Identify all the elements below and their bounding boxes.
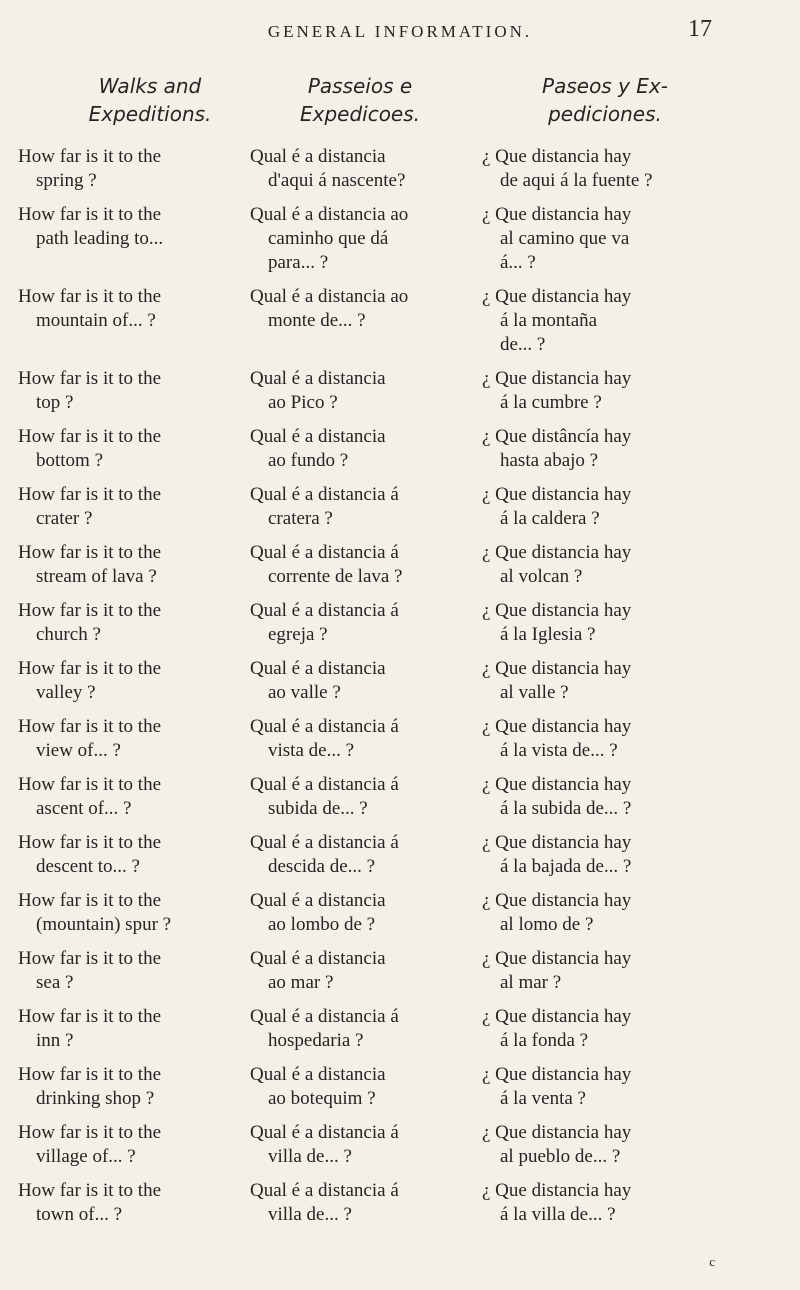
english-phrase-line: How far is it to the <box>18 600 162 621</box>
spanish-phrase-line: á la montaña <box>500 310 598 331</box>
english-phrase-line: How far is it to the <box>18 948 162 969</box>
portuguese-phrase-line: Qual é a distancia ao <box>250 204 409 225</box>
spanish-phrase-line: ¿ Que distancia hay <box>482 600 632 621</box>
portuguese-phrase-line: ao valle ? <box>268 682 341 703</box>
english-phrase-line: spring ? <box>36 170 97 191</box>
spanish-phrase-line: al lomo de ? <box>500 914 594 935</box>
english-phrase <box>18 541 240 589</box>
english-phrase-line: How far is it to the <box>18 368 162 389</box>
portuguese-phrase-line: Qual é a distancia á <box>250 832 399 853</box>
spanish-phrase <box>482 1005 718 1053</box>
portuguese-phrase-line: Qual é a distancia á <box>250 1006 399 1027</box>
portuguese-phrase-line: vista de... ? <box>268 740 355 761</box>
spanish-phrase <box>482 599 718 647</box>
english-phrase <box>18 1005 240 1053</box>
english-phrase <box>18 1179 240 1227</box>
portuguese-phrase <box>250 889 478 937</box>
spanish-phrase-line: al camino que va <box>500 228 630 249</box>
portuguese-phrase-line: monte de... ? <box>268 310 366 331</box>
portuguese-phrase <box>250 541 478 589</box>
spanish-phrase <box>482 285 718 357</box>
spanish-phrase-line: ¿ Que distancia hay <box>482 832 632 853</box>
english-phrase <box>18 773 240 821</box>
spanish-phrase <box>482 1179 718 1227</box>
spanish-phrase-line: á la caldera ? <box>500 508 600 529</box>
portuguese-phrase-line: caminho que dá <box>268 228 389 249</box>
spanish-phrase-line: á la subida de... ? <box>500 798 632 819</box>
english-column-heading <box>60 72 240 128</box>
portuguese-phrase <box>250 1121 478 1169</box>
portuguese-heading-line-1: Passeios e <box>307 74 413 98</box>
portuguese-phrase-line: Qual é a distancia ao <box>250 286 409 307</box>
english-phrase-line: How far is it to the <box>18 716 162 737</box>
portuguese-phrase-line: Qual é a distancia á <box>250 484 399 505</box>
portuguese-phrase-line: Qual é a distancia <box>250 890 386 911</box>
spanish-phrase-line: á la venta ? <box>500 1088 586 1109</box>
english-phrase-line: How far is it to the <box>18 204 162 225</box>
spanish-phrase-line: á la villa de... ? <box>500 1204 616 1225</box>
portuguese-phrase <box>250 715 478 763</box>
english-phrase-line: church ? <box>36 624 101 645</box>
english-phrase-line: How far is it to the <box>18 426 162 447</box>
spanish-phrase-line: ¿ Que distancia hay <box>482 204 632 225</box>
english-phrase-line: How far is it to the <box>18 890 162 911</box>
english-phrase <box>18 367 240 415</box>
spanish-phrase-line: á la fonda ? <box>500 1030 589 1051</box>
signature-mark: c <box>709 1254 715 1269</box>
english-phrase-line: How far is it to the <box>18 658 162 679</box>
spanish-phrase-line: de... ? <box>500 334 546 355</box>
portuguese-phrase-line: Qual é a distancia <box>250 948 386 969</box>
english-phrase-line: How far is it to the <box>18 1180 162 1201</box>
spanish-phrase <box>482 1121 718 1169</box>
english-phrase-line: valley ? <box>36 682 96 703</box>
portuguese-phrase-line: para... ? <box>268 252 329 273</box>
spanish-phrase <box>482 1063 718 1111</box>
portuguese-phrase-line: villa de... ? <box>268 1146 352 1167</box>
spanish-phrase-line: ¿ Que distancia hay <box>482 542 632 563</box>
english-phrase <box>18 657 240 705</box>
portuguese-phrase <box>250 425 478 473</box>
english-phrase-line: How far is it to the <box>18 286 162 307</box>
portuguese-phrase <box>250 483 478 531</box>
portuguese-phrase-line: villa de... ? <box>268 1204 352 1225</box>
english-phrase-line: town of... ? <box>36 1204 123 1225</box>
portuguese-phrase-line: d'aqui á nascente? <box>268 170 406 191</box>
spanish-phrase-line: ¿ Que distancia hay <box>482 658 632 679</box>
portuguese-phrase <box>250 1005 478 1053</box>
spanish-phrase <box>482 367 718 415</box>
portuguese-phrase-line: Qual é a distancia <box>250 426 386 447</box>
portuguese-phrase <box>250 367 478 415</box>
spanish-phrase <box>482 831 718 879</box>
portuguese-phrase <box>250 1063 478 1111</box>
portuguese-phrase <box>250 599 478 647</box>
portuguese-phrase-line: corrente de lava ? <box>268 566 403 587</box>
spanish-phrase-line: ¿ Que distancia hay <box>482 1180 632 1201</box>
portuguese-phrase-line: egreja ? <box>268 624 328 645</box>
portuguese-phrase-line: hospedaria ? <box>268 1030 364 1051</box>
english-heading-line-1: Walks and <box>98 74 202 98</box>
spanish-column-heading <box>480 72 730 128</box>
english-phrase-line: top ? <box>36 392 74 413</box>
spanish-phrase-line: al pueblo de... ? <box>500 1146 621 1167</box>
spanish-heading-line-1: Paseos y Ex- <box>542 74 668 98</box>
portuguese-phrase-line: Qual é a distancia <box>250 368 386 389</box>
spanish-phrase-line: ¿ Que distancia hay <box>482 1064 632 1085</box>
english-phrase-line: path leading to... <box>36 228 164 249</box>
english-phrase-line: drinking shop ? <box>36 1088 155 1109</box>
portuguese-phrase-line: Qual é a distancia <box>250 146 386 167</box>
english-phrase-line: mountain of... ? <box>36 310 156 331</box>
portuguese-phrase-line: Qual é a distancia á <box>250 774 399 795</box>
running-head: GENERAL INFORMATION. <box>267 22 533 41</box>
portuguese-phrase-line: ao lombo de ? <box>268 914 376 935</box>
spanish-phrase-line: ¿ Que distancia hay <box>482 484 632 505</box>
portuguese-phrase-line: Qual é a distancia á <box>250 600 399 621</box>
english-phrase-line: bottom ? <box>36 450 104 471</box>
spanish-phrase-line: ¿ Que distancia hay <box>482 890 632 911</box>
portuguese-phrase-line: cratera ? <box>268 508 333 529</box>
english-phrase-line: village of... ? <box>36 1146 136 1167</box>
english-phrase-line: How far is it to the <box>18 774 162 795</box>
english-heading-line-2: Expeditions. <box>88 102 212 126</box>
english-phrase-line: ascent of... ? <box>36 798 132 819</box>
english-phrase-line: How far is it to the <box>18 832 162 853</box>
spanish-phrase-line: de aqui á la fuente ? <box>500 170 653 191</box>
spanish-heading-line-2: pediciones. <box>548 102 662 126</box>
english-phrase-line: How far is it to the <box>18 484 162 505</box>
portuguese-phrase <box>250 657 478 705</box>
portuguese-phrase <box>250 203 478 275</box>
spanish-phrase <box>482 145 718 193</box>
spanish-phrase-line: al mar ? <box>500 972 562 993</box>
english-phrase-line: How far is it to the <box>18 146 162 167</box>
portuguese-phrase-line: Qual é a distancia á <box>250 716 399 737</box>
english-phrase <box>18 483 240 531</box>
english-phrase <box>18 285 240 333</box>
portuguese-phrase <box>250 1179 478 1227</box>
portuguese-phrase-line: Qual é a distancia <box>250 658 386 679</box>
english-phrase-line: How far is it to the <box>18 542 162 563</box>
english-phrase-line: crater ? <box>36 508 93 529</box>
spanish-phrase <box>482 483 718 531</box>
english-phrase <box>18 1063 240 1111</box>
english-phrase-line: How far is it to the <box>18 1122 162 1143</box>
spanish-phrase-line: ¿ Que distancia hay <box>482 1122 632 1143</box>
portuguese-phrase-line: ao fundo ? <box>268 450 349 471</box>
english-phrase-line: descent to... ? <box>36 856 140 877</box>
spanish-phrase-line: ¿ Que distancia hay <box>482 716 632 737</box>
english-phrase <box>18 947 240 995</box>
portuguese-phrase <box>250 831 478 879</box>
spanish-phrase-line: á... ? <box>500 252 536 273</box>
spanish-phrase-line: á la vista de... ? <box>500 740 618 761</box>
english-phrase <box>18 1121 240 1169</box>
spanish-phrase <box>482 947 718 995</box>
english-phrase <box>18 425 240 473</box>
spanish-phrase-line: ¿ Que distancia hay <box>482 146 632 167</box>
spanish-phrase <box>482 425 718 473</box>
portuguese-phrase <box>250 145 478 193</box>
english-phrase-line: view of... ? <box>36 740 121 761</box>
portuguese-phrase <box>250 285 478 333</box>
portuguese-phrase-line: Qual é a distancia á <box>250 1122 399 1143</box>
english-phrase <box>18 203 240 251</box>
spanish-phrase <box>482 541 718 589</box>
english-phrase <box>18 889 240 937</box>
column-headers <box>0 72 800 132</box>
spanish-phrase <box>482 657 718 705</box>
portuguese-phrase-line: ao mar ? <box>268 972 334 993</box>
english-phrase-line: How far is it to the <box>18 1064 162 1085</box>
portuguese-phrase-line: ao Pico ? <box>268 392 338 413</box>
spanish-phrase-line: ¿ Que distancia hay <box>482 774 632 795</box>
portuguese-column-heading <box>245 72 475 128</box>
page-number: 17 <box>688 16 712 42</box>
spanish-phrase-line: ¿ Que distâncía hay <box>482 426 632 447</box>
portuguese-phrase-line: Qual é a distancia á <box>250 542 399 563</box>
spanish-phrase-line: al valle ? <box>500 682 569 703</box>
spanish-phrase-line: al volcan ? <box>500 566 583 587</box>
english-phrase <box>18 145 240 193</box>
english-phrase-line: How far is it to the <box>18 1006 162 1027</box>
portuguese-phrase <box>250 773 478 821</box>
spanish-phrase-line: hasta abajo ? <box>500 450 599 471</box>
portuguese-heading-line-2: Expedicoes. <box>299 102 421 126</box>
portuguese-phrase-line: Qual é a distancia á <box>250 1180 399 1201</box>
portuguese-phrase-line: descida de... ? <box>268 856 376 877</box>
english-phrase-line: inn ? <box>36 1030 74 1051</box>
english-phrase-line: sea ? <box>36 972 74 993</box>
english-phrase <box>18 831 240 879</box>
spanish-phrase-line: ¿ Que distancia hay <box>482 948 632 969</box>
spanish-phrase-line: ¿ Que distancia hay <box>482 1006 632 1027</box>
spanish-phrase-line: ¿ Que distancia hay <box>482 286 632 307</box>
spanish-phrase-line: á la bajada de... ? <box>500 856 632 877</box>
spanish-phrase <box>482 715 718 763</box>
portuguese-phrase-line: ao botequim ? <box>268 1088 376 1109</box>
english-phrase <box>18 715 240 763</box>
spanish-phrase-line: ¿ Que distancia hay <box>482 368 632 389</box>
portuguese-phrase-line: Qual é a distancia <box>250 1064 386 1085</box>
english-phrase-line: (mountain) spur ? <box>36 914 172 935</box>
spanish-phrase-line: á la Iglesia ? <box>500 624 596 645</box>
spanish-phrase <box>482 889 718 937</box>
spanish-phrase <box>482 203 718 275</box>
portuguese-phrase-line: subida de... ? <box>268 798 368 819</box>
portuguese-phrase <box>250 947 478 995</box>
spanish-phrase <box>482 773 718 821</box>
english-phrase-line: stream of lava ? <box>36 566 157 587</box>
english-phrase <box>18 599 240 647</box>
spanish-phrase-line: á la cumbre ? <box>500 392 602 413</box>
